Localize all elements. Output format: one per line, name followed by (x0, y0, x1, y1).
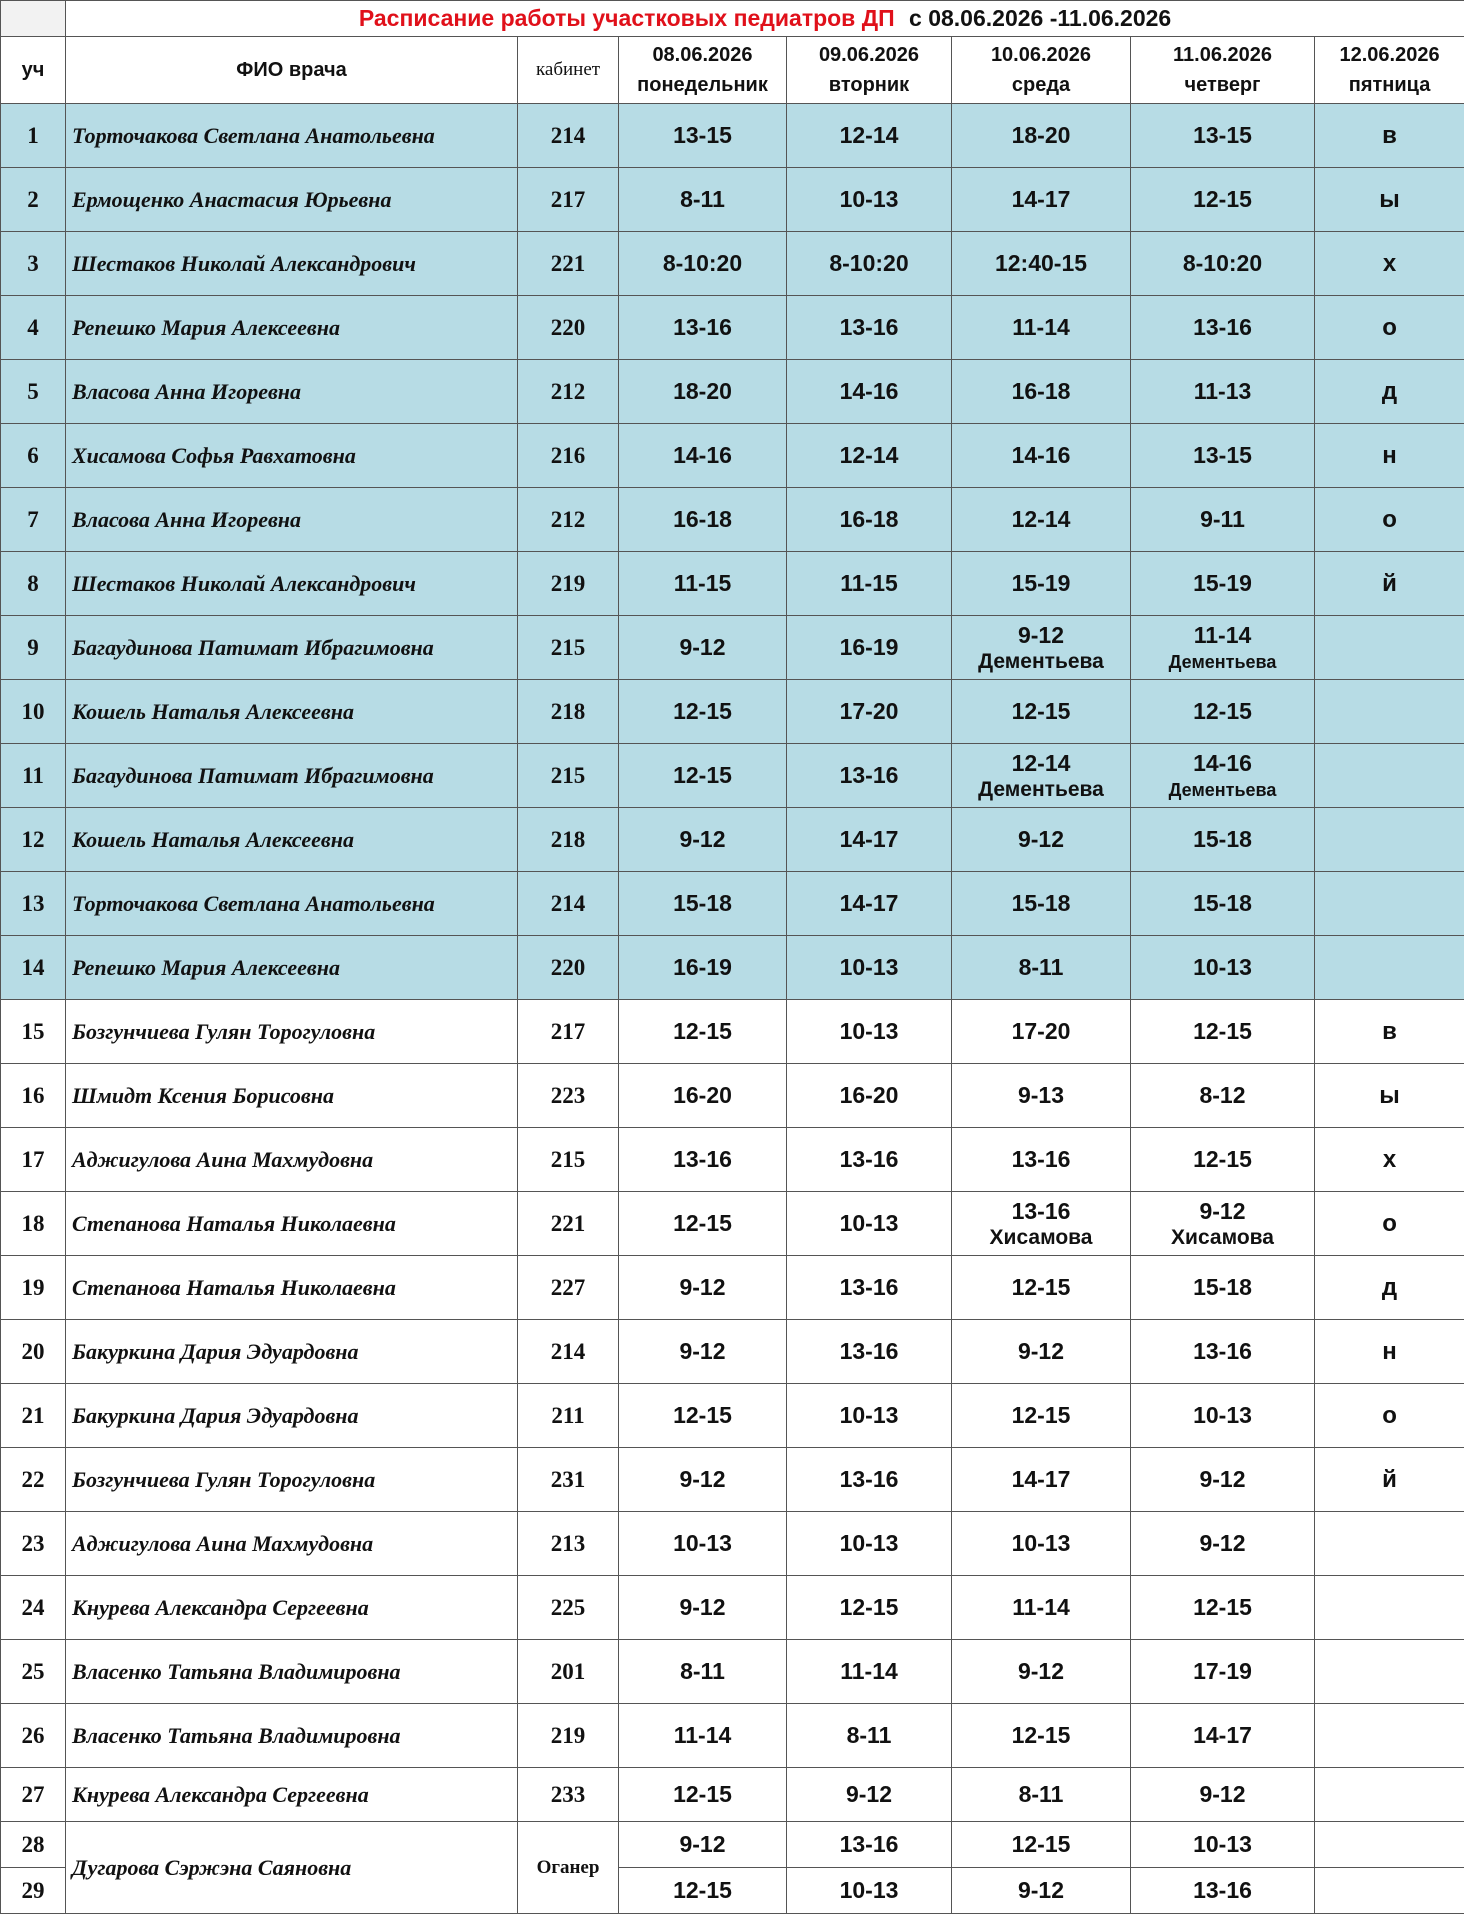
doctor-name: Торточакова Светлана Анатольевна (66, 104, 518, 168)
friday-cell (1315, 1640, 1464, 1704)
table-row (1, 1128, 1464, 1192)
time-cell-wed: 12-15 (952, 680, 1131, 744)
time-cell-tue: 14-17 (787, 872, 952, 936)
friday-cell: н (1315, 1320, 1464, 1384)
time-cell-tue: 10-13 (787, 1868, 952, 1914)
time-cell-wed: 17-20 (952, 1000, 1131, 1064)
time-cell-wed: 16-18 (952, 360, 1131, 424)
doctor-name: Кошель Наталья Алексеевна (66, 808, 518, 872)
time-cell-thu: 12-15 (1131, 1576, 1315, 1640)
time-cell-mon: 9-12 (619, 1822, 787, 1868)
time-cell-mon: 9-12 (619, 1448, 787, 1512)
cabinet-number: Оганер (518, 1822, 619, 1914)
cabinet-number: 212 (518, 360, 619, 424)
friday-cell: х (1315, 232, 1464, 296)
table-row (1, 744, 1464, 808)
doctor-name: Шестаков Николай Александрович (66, 232, 518, 296)
doctor-name: Аджигулова Аина Махмудовна (66, 1128, 518, 1192)
substitute-doctor: Дементьева (978, 649, 1104, 673)
time-cell-tue: 13-16 (787, 744, 952, 808)
cabinet-number: 227 (518, 1256, 619, 1320)
time-cell-tue: 14-17 (787, 808, 952, 872)
time-cell-mon: 8-11 (619, 168, 787, 232)
time-cell-wed (952, 616, 1131, 680)
time-cell-mon: 11-14 (619, 1704, 787, 1768)
time-cell-mon: 12-15 (619, 1768, 787, 1822)
district-number: 22 (1, 1448, 66, 1512)
time-cell-thu: 9-12 (1131, 1512, 1315, 1576)
friday-cell: в (1315, 104, 1464, 168)
time-cell-mon: 9-12 (619, 1256, 787, 1320)
substitute-doctor: Дементьева (1168, 779, 1277, 800)
time-cell-mon: 12-15 (619, 1192, 787, 1256)
header-day-mon: 08.06.2026 понедельник (619, 37, 787, 104)
table-row (1, 1064, 1464, 1128)
cabinet-number: 219 (518, 1704, 619, 1768)
table-row (1, 872, 1464, 936)
doctor-name: Репешко Мария Алексеевна (66, 936, 518, 1000)
substitute-doctor: Дементьева (1168, 651, 1277, 672)
table-row (1, 1640, 1464, 1704)
district-number: 1 (1, 104, 66, 168)
table-row (1, 1768, 1464, 1822)
time-cell-mon: 11-15 (619, 552, 787, 616)
time-value: 14-16 (1193, 749, 1252, 776)
district-number: 12 (1, 808, 66, 872)
time-cell-thu: 10-13 (1131, 1822, 1315, 1868)
title-date-range: с 08.06.2026 -11.06.2026 (909, 5, 1172, 31)
doctor-name: Степанова Наталья Николаевна (66, 1256, 518, 1320)
district-number: 21 (1, 1384, 66, 1448)
cabinet-number: 201 (518, 1640, 619, 1704)
doctor-name: Ермощенко Анастасия Юрьевна (66, 168, 518, 232)
time-cell-mon: 8-11 (619, 1640, 787, 1704)
table-row (1, 424, 1464, 488)
table-row (1, 616, 1464, 680)
time-cell-mon: 12-15 (619, 1384, 787, 1448)
substitute-doctor: Хисамова (989, 1225, 1093, 1249)
time-cell-tue: 16-19 (787, 616, 952, 680)
table-row (1, 1256, 1464, 1320)
table-row (1, 360, 1464, 424)
cabinet-number: 217 (518, 168, 619, 232)
time-cell-thu (1131, 1192, 1315, 1256)
doctor-name: Аджигулова Аина Махмудовна (66, 1512, 518, 1576)
doctor-name: Торточакова Светлана Анатольевна (66, 872, 518, 936)
time-value: 9-12 (1017, 621, 1065, 648)
doctor-name: Хисамова Софья Равхатовна (66, 424, 518, 488)
time-cell-thu: 13-16 (1131, 296, 1315, 360)
cabinet-number: 212 (518, 488, 619, 552)
time-cell-mon: 9-12 (619, 616, 787, 680)
district-number: 2 (1, 168, 66, 232)
time-cell-mon: 12-15 (619, 1868, 787, 1914)
cabinet-number: 231 (518, 1448, 619, 1512)
cabinet-number: 217 (518, 1000, 619, 1064)
cabinet-number: 215 (518, 744, 619, 808)
time-cell-thu: 17-19 (1131, 1640, 1315, 1704)
friday-cell (1315, 808, 1464, 872)
doctor-name: Власова Анна Игоревна (66, 360, 518, 424)
time-cell-wed: 15-18 (952, 872, 1131, 936)
cabinet-number: 215 (518, 1128, 619, 1192)
time-cell-wed: 10-13 (952, 1512, 1131, 1576)
time-cell-mon: 13-15 (619, 104, 787, 168)
time-value: 12-14 (1011, 749, 1071, 776)
time-cell-tue: 13-16 (787, 296, 952, 360)
friday-cell (1315, 1576, 1464, 1640)
table-row (1, 1512, 1464, 1576)
time-cell-thu (1131, 744, 1315, 808)
time-cell-mon: 12-15 (619, 680, 787, 744)
district-number: 24 (1, 1576, 66, 1640)
district-number: 18 (1, 1192, 66, 1256)
time-cell-mon: 9-12 (619, 1576, 787, 1640)
title-text: Расписание работы участковых педиатров ДП (358, 5, 895, 31)
time-cell-thu: 11-13 (1131, 360, 1315, 424)
friday-cell: о (1315, 296, 1464, 360)
time-cell-tue: 8-10:20 (787, 232, 952, 296)
friday-cell (1315, 680, 1464, 744)
time-cell-wed: 12-15 (952, 1384, 1131, 1448)
time-cell-wed: 8-11 (952, 936, 1131, 1000)
district-number: 6 (1, 424, 66, 488)
cabinet-number: 220 (518, 296, 619, 360)
district-number: 3 (1, 232, 66, 296)
table-row (1, 1192, 1464, 1256)
time-cell-thu: 12-15 (1131, 1000, 1315, 1064)
district-number: 17 (1, 1128, 66, 1192)
table-row (1, 296, 1464, 360)
table-row (1, 680, 1464, 744)
district-number: 9 (1, 616, 66, 680)
time-cell-tue: 10-13 (787, 1000, 952, 1064)
time-cell-wed: 8-11 (952, 1768, 1131, 1822)
time-cell-tue: 11-14 (787, 1640, 952, 1704)
district-number: 20 (1, 1320, 66, 1384)
time-cell-mon: 14-16 (619, 424, 787, 488)
friday-cell: ы (1315, 1064, 1464, 1128)
time-value: 9-12 (1199, 1197, 1246, 1224)
page-title (66, 1, 1464, 37)
header-day-thu: 11.06.2026 четверг (1131, 37, 1315, 104)
time-cell-thu: 10-13 (1131, 936, 1315, 1000)
time-cell-wed: 9-12 (952, 1320, 1131, 1384)
cabinet-number: 216 (518, 424, 619, 488)
table-row (1, 1704, 1464, 1768)
district-number: 8 (1, 552, 66, 616)
table-row (1, 488, 1464, 552)
cabinet-number: 211 (518, 1384, 619, 1448)
time-cell-tue: 16-20 (787, 1064, 952, 1128)
friday-cell: х (1315, 1128, 1464, 1192)
friday-cell (1315, 872, 1464, 936)
time-cell-tue: 17-20 (787, 680, 952, 744)
district-number: 27 (1, 1768, 66, 1822)
friday-cell (1315, 1704, 1464, 1768)
district-number: 15 (1, 1000, 66, 1064)
doctor-name: Багаудинова Патимат Ибрагимовна (66, 616, 518, 680)
time-cell-mon: 18-20 (619, 360, 787, 424)
time-cell-tue: 10-13 (787, 1384, 952, 1448)
time-cell-tue: 16-18 (787, 488, 952, 552)
header-uch: уч (1, 37, 66, 104)
time-cell-tue: 13-16 (787, 1128, 952, 1192)
table-row (1, 1576, 1464, 1640)
district-number: 25 (1, 1640, 66, 1704)
time-cell-tue: 10-13 (787, 168, 952, 232)
time-cell-wed: 14-17 (952, 1448, 1131, 1512)
title-row (1, 1, 1464, 37)
doctor-name: Кошель Наталья Алексеевна (66, 680, 518, 744)
friday-cell (1315, 616, 1464, 680)
time-value: 11-14 (1193, 621, 1252, 648)
doctor-name: Власенко Татьяна Владимировна (66, 1640, 518, 1704)
table-row (1, 104, 1464, 168)
time-cell-wed: 12:40-15 (952, 232, 1131, 296)
corner-cell (1, 1, 66, 37)
friday-cell (1315, 1768, 1464, 1822)
table-row (1, 552, 1464, 616)
friday-cell (1315, 744, 1464, 808)
district-number: 7 (1, 488, 66, 552)
district-number: 14 (1, 936, 66, 1000)
time-cell-wed: 15-19 (952, 552, 1131, 616)
time-cell-thu: 15-19 (1131, 552, 1315, 616)
cabinet-number: 213 (518, 1512, 619, 1576)
friday-cell: н (1315, 424, 1464, 488)
time-cell-tue: 10-13 (787, 1192, 952, 1256)
time-cell-wed: 14-16 (952, 424, 1131, 488)
cabinet-number: 214 (518, 872, 619, 936)
time-cell-mon: 10-13 (619, 1512, 787, 1576)
time-cell-thu: 12-15 (1131, 680, 1315, 744)
time-cell-mon: 8-10:20 (619, 232, 787, 296)
cabinet-number: 220 (518, 936, 619, 1000)
time-cell-thu: 14-17 (1131, 1704, 1315, 1768)
doctor-name: Бозгунчиева Гулян Торогуловна (66, 1448, 518, 1512)
doctor-name: Кнурева Александра Сергеевна (66, 1576, 518, 1640)
district-number: 23 (1, 1512, 66, 1576)
time-cell-tue: 13-16 (787, 1320, 952, 1384)
cabinet-number: 223 (518, 1064, 619, 1128)
doctor-name: Бозгунчиева Гулян Торогуловна (66, 1000, 518, 1064)
time-cell-wed (952, 744, 1131, 808)
friday-cell: ы (1315, 168, 1464, 232)
table-row (1, 168, 1464, 232)
time-cell-tue: 12-14 (787, 104, 952, 168)
time-cell-thu: 9-12 (1131, 1768, 1315, 1822)
time-cell-mon: 16-18 (619, 488, 787, 552)
time-cell-wed: 13-16 (952, 1128, 1131, 1192)
table-row (1, 936, 1464, 1000)
cabinet-number: 225 (518, 1576, 619, 1640)
table-row (1, 1822, 1464, 1868)
friday-cell (1315, 1512, 1464, 1576)
time-cell-thu: 8-12 (1131, 1064, 1315, 1128)
header-day-tue: 09.06.2026 вторник (787, 37, 952, 104)
time-cell-tue: 12-15 (787, 1576, 952, 1640)
doctor-name: Кнурева Александра Сергеевна (66, 1768, 518, 1822)
time-cell-tue: 13-16 (787, 1448, 952, 1512)
header-day-fri: 12.06.2026 пятница (1315, 37, 1464, 104)
cabinet-number: 214 (518, 104, 619, 168)
substitute-doctor: Хисамова (1171, 1225, 1274, 1249)
time-cell-wed: 11-14 (952, 296, 1131, 360)
time-cell-wed: 9-12 (952, 1640, 1131, 1704)
time-cell-wed: 18-20 (952, 104, 1131, 168)
time-cell-tue: 10-13 (787, 936, 952, 1000)
time-cell-thu (1131, 616, 1315, 680)
district-number: 16 (1, 1064, 66, 1128)
time-cell-wed: 14-17 (952, 168, 1131, 232)
friday-cell: й (1315, 552, 1464, 616)
time-cell-thu: 15-18 (1131, 808, 1315, 872)
time-cell-wed: 11-14 (952, 1576, 1131, 1640)
time-cell-tue: 10-13 (787, 1512, 952, 1576)
friday-cell: в (1315, 1000, 1464, 1064)
doctor-name: Власенко Татьяна Владимировна (66, 1704, 518, 1768)
time-cell-tue: 13-16 (787, 1822, 952, 1868)
time-cell-wed (952, 1192, 1131, 1256)
time-cell-wed: 12-15 (952, 1704, 1131, 1768)
time-cell-tue: 9-12 (787, 1768, 952, 1822)
doctor-name: Власова Анна Игоревна (66, 488, 518, 552)
cabinet-number: 219 (518, 552, 619, 616)
time-cell-thu: 15-18 (1131, 1256, 1315, 1320)
district-number: 28 (1, 1822, 66, 1868)
friday-cell (1315, 1868, 1464, 1914)
time-cell-thu: 13-15 (1131, 104, 1315, 168)
time-cell-mon: 12-15 (619, 1000, 787, 1064)
friday-cell: д (1315, 360, 1464, 424)
time-cell-wed: 9-12 (952, 808, 1131, 872)
time-cell-thu: 8-10:20 (1131, 232, 1315, 296)
time-cell-wed: 12-14 (952, 488, 1131, 552)
doctor-name: Степанова Наталья Николаевна (66, 1192, 518, 1256)
time-cell-thu: 9-11 (1131, 488, 1315, 552)
friday-cell: о (1315, 1192, 1464, 1256)
time-cell-thu: 13-16 (1131, 1868, 1315, 1914)
doctor-name: Дугарова Сэржэна Саяновна (66, 1822, 518, 1914)
friday-cell: д (1315, 1256, 1464, 1320)
district-number: 4 (1, 296, 66, 360)
cabinet-number: 218 (518, 680, 619, 744)
time-cell-tue: 12-14 (787, 424, 952, 488)
time-cell-wed: 12-15 (952, 1822, 1131, 1868)
table-row (1, 232, 1464, 296)
cabinet-number: 214 (518, 1320, 619, 1384)
friday-cell: й (1315, 1448, 1464, 1512)
time-cell-wed: 9-13 (952, 1064, 1131, 1128)
time-cell-mon: 13-16 (619, 1128, 787, 1192)
time-cell-tue: 14-16 (787, 360, 952, 424)
header-row (1, 37, 1464, 104)
doctor-name: Бакуркина Дария Эдуардовна (66, 1384, 518, 1448)
time-cell-tue: 13-16 (787, 1256, 952, 1320)
district-number: 19 (1, 1256, 66, 1320)
friday-cell (1315, 1822, 1464, 1868)
friday-cell: о (1315, 1384, 1464, 1448)
friday-cell (1315, 936, 1464, 1000)
substitute-doctor: Дементьева (978, 777, 1104, 801)
time-cell-mon: 16-20 (619, 1064, 787, 1128)
time-cell-mon: 12-15 (619, 744, 787, 808)
time-cell-wed: 9-12 (952, 1868, 1131, 1914)
district-number: 29 (1, 1868, 66, 1914)
table-row (1, 1320, 1464, 1384)
table-row (1, 1384, 1464, 1448)
cabinet-number: 221 (518, 232, 619, 296)
doctor-name: Шмидт Ксения Борисовна (66, 1064, 518, 1128)
table-row (1, 1448, 1464, 1512)
time-cell-thu: 13-15 (1131, 424, 1315, 488)
time-cell-mon: 16-19 (619, 936, 787, 1000)
time-cell-mon: 13-16 (619, 296, 787, 360)
cabinet-number: 215 (518, 616, 619, 680)
time-cell-mon: 9-12 (619, 808, 787, 872)
cabinet-number: 233 (518, 1768, 619, 1822)
time-value: 13-16 (1011, 1197, 1071, 1224)
district-number: 26 (1, 1704, 66, 1768)
time-cell-tue: 8-11 (787, 1704, 952, 1768)
district-number: 13 (1, 872, 66, 936)
time-cell-mon: 15-18 (619, 872, 787, 936)
time-cell-thu: 13-16 (1131, 1320, 1315, 1384)
table-row (1, 1000, 1464, 1064)
time-cell-wed: 12-15 (952, 1256, 1131, 1320)
doctor-name: Шестаков Николай Александрович (66, 552, 518, 616)
time-cell-tue: 11-15 (787, 552, 952, 616)
time-cell-mon: 9-12 (619, 1320, 787, 1384)
doctor-name: Репешко Мария Алексеевна (66, 296, 518, 360)
header-day-wed: 10.06.2026 среда (952, 37, 1131, 104)
time-cell-thu: 12-15 (1131, 168, 1315, 232)
district-number: 10 (1, 680, 66, 744)
table-row (1, 808, 1464, 872)
header-doctor: ФИО врача (66, 37, 518, 104)
district-number: 5 (1, 360, 66, 424)
time-cell-thu: 15-18 (1131, 872, 1315, 936)
header-cabinet: кабинет (518, 37, 619, 104)
doctor-name: Бакуркина Дария Эдуардовна (66, 1320, 518, 1384)
friday-cell: о (1315, 488, 1464, 552)
time-cell-thu: 12-15 (1131, 1128, 1315, 1192)
cabinet-number: 221 (518, 1192, 619, 1256)
doctor-name: Багаудинова Патимат Ибрагимовна (66, 744, 518, 808)
time-cell-thu: 9-12 (1131, 1448, 1315, 1512)
cabinet-number: 218 (518, 808, 619, 872)
time-cell-thu: 10-13 (1131, 1384, 1315, 1448)
district-number: 11 (1, 744, 66, 808)
